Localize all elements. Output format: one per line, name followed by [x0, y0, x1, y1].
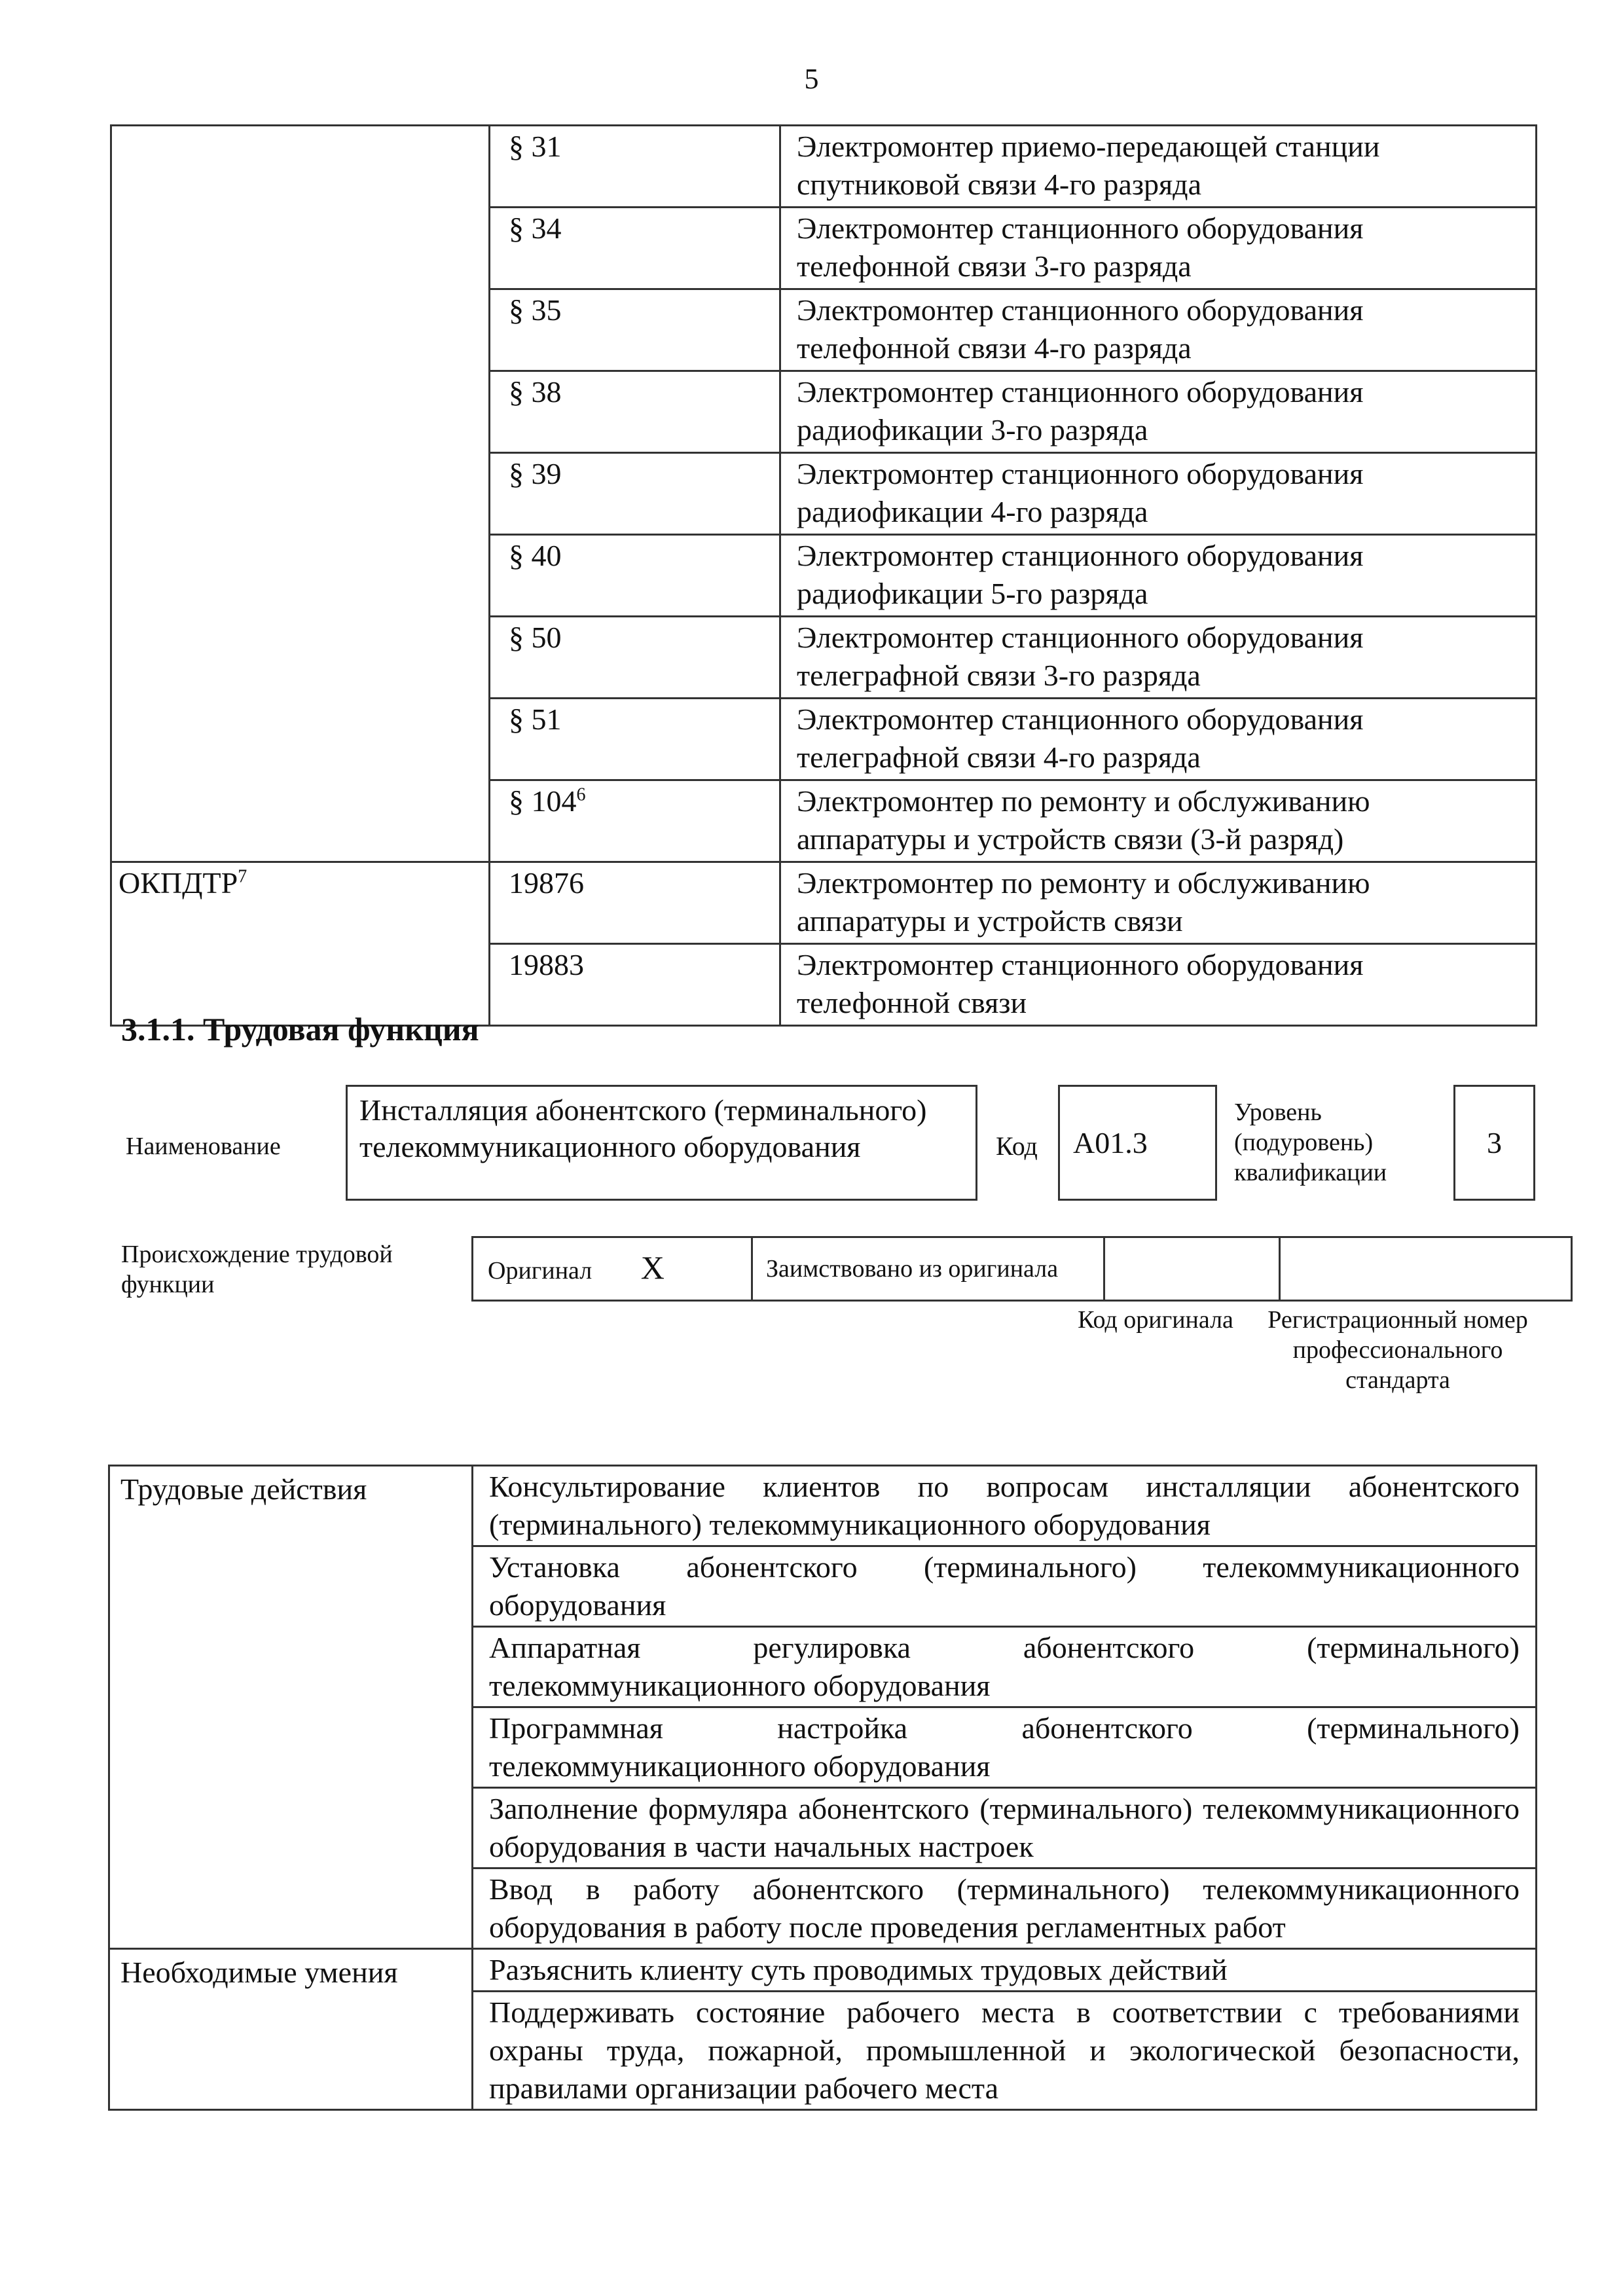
table-row: [111, 126, 1537, 208]
original-mark: X: [640, 1248, 665, 1286]
borrowed-cell: Заимствовано из оригинала: [752, 1237, 1104, 1301]
section-cell: § 34: [490, 208, 780, 289]
reg-caption: Регистрационный номер профессионального стандарта: [1267, 1306, 1528, 1394]
okpdtr-cell: [111, 862, 490, 1026]
origin-label: Происхождение трудовой функции: [121, 1241, 393, 1298]
title-cell: Электромонтер станционного оборудования телефонной связи 4-го разряда: [780, 289, 1537, 371]
title-cell: Электромонтер станционного оборудования телефонной связи: [780, 944, 1537, 1026]
original-label: Оригинал: [488, 1256, 593, 1285]
code-value: А01.3: [1073, 1126, 1148, 1159]
labor-action-cell: Программная настройка абонентского (терминального) телекоммуникационного оборудования: [473, 1707, 1537, 1788]
empty-classifier-cell: [111, 126, 490, 862]
name-label: Наименование: [126, 1133, 281, 1160]
original-cell: [473, 1237, 752, 1301]
title-cell: Электромонтер станционного оборудования радиофикации 5-го разряда: [780, 535, 1537, 617]
table-row: [109, 1466, 1537, 1546]
code-box: [1058, 1085, 1217, 1201]
classification-table: [110, 124, 1537, 1027]
section-cell: [490, 780, 780, 862]
labor-action-cell: Аппаратная регулировка абонентского (терминального) телекоммуникационного оборудования: [473, 1627, 1537, 1707]
section-cell: § 40: [490, 535, 780, 617]
actions-table: [108, 1465, 1537, 2111]
section-cell: § 51: [490, 699, 780, 780]
reg-number-cell: [1280, 1237, 1572, 1301]
section-number: § 104: [509, 784, 577, 818]
code-cell: 19876: [490, 862, 780, 944]
title-cell: Электромонтер по ремонту и обслуживанию аппаратуры и устройств связи: [780, 862, 1537, 944]
labor-action-cell: Ввод в работу абонентского (терминального) телекоммуникационного оборудования в работу после проведения регламентных работ: [473, 1868, 1537, 1949]
title-cell: Электромонтер приемо-передающей станции спутниковой связи 4-го разряда: [780, 126, 1537, 208]
title-cell: Электромонтер станционного оборудования радиофикации 3-го разряда: [780, 371, 1537, 453]
labor-actions-label: Трудовые действия: [109, 1466, 473, 1949]
page-number: 5: [804, 63, 819, 95]
section-cell: § 35: [490, 289, 780, 371]
title-cell: Электромонтер станционного оборудования телеграфной связи 3-го разряда: [780, 617, 1537, 699]
section-cell: § 39: [490, 453, 780, 535]
skill-cell: Поддерживать состояние рабочего места в соответствии с требованиями охраны труда, пожарной, промышленной и экологической безопасности, правилами организации рабочего места: [473, 1992, 1537, 2110]
code-original-cell: [1104, 1237, 1280, 1301]
okpdtr-label: ОКПДТР: [119, 866, 238, 900]
name-box: [346, 1085, 977, 1201]
section-cell: § 38: [490, 371, 780, 453]
section-cell: § 50: [490, 617, 780, 699]
section-cell: § 31: [490, 126, 780, 208]
code-caption: Код оригинала: [1078, 1306, 1233, 1334]
title-cell: Электромонтер по ремонту и обслуживанию аппаратуры и устройств связи (3-й разряд): [780, 780, 1537, 862]
labor-action-cell: Консультирование клиентов по вопросам инсталляции абонентского (терминального) телекоммуникационного оборудования: [473, 1466, 1537, 1546]
table-row: [473, 1237, 1572, 1301]
code-cell: 19883: [490, 944, 780, 1026]
function-heading: 3.1.1. Трудовая функция: [121, 1011, 479, 1048]
title-cell: Электромонтер станционного оборудования телефонной связи 3-го разряда: [780, 208, 1537, 289]
table-row: [109, 1949, 1537, 1992]
labor-action-cell: Заполнение формуляра абонентского (терминального) телекоммуникационного оборудования в части начальных настроек: [473, 1788, 1537, 1868]
skills-label: Необходимые умения: [109, 1949, 473, 2110]
skill-cell: Разъяснить клиенту суть проводимых трудовых действий: [473, 1949, 1537, 1992]
level-value: 3: [1487, 1126, 1502, 1159]
title-cell: Электромонтер станционного оборудования радиофикации 4-го разряда: [780, 453, 1537, 535]
table-row: [111, 862, 1537, 944]
level-box: [1453, 1085, 1535, 1201]
name-value: Инсталляция абонентского (терминального) телекоммуникационного оборудования: [359, 1093, 927, 1163]
level-label: Уровень (подуровень) квалификации: [1234, 1099, 1387, 1186]
title-cell: Электромонтер станционного оборудования телеграфной связи 4-го разряда: [780, 699, 1537, 780]
code-label: Код: [996, 1131, 1038, 1161]
origin-table: [471, 1236, 1573, 1302]
labor-action-cell: Установка абонентского (терминального) телекоммуникационного оборудования: [473, 1546, 1537, 1627]
footnote-ref: 7: [238, 866, 247, 887]
footnote-ref: 6: [576, 784, 586, 805]
